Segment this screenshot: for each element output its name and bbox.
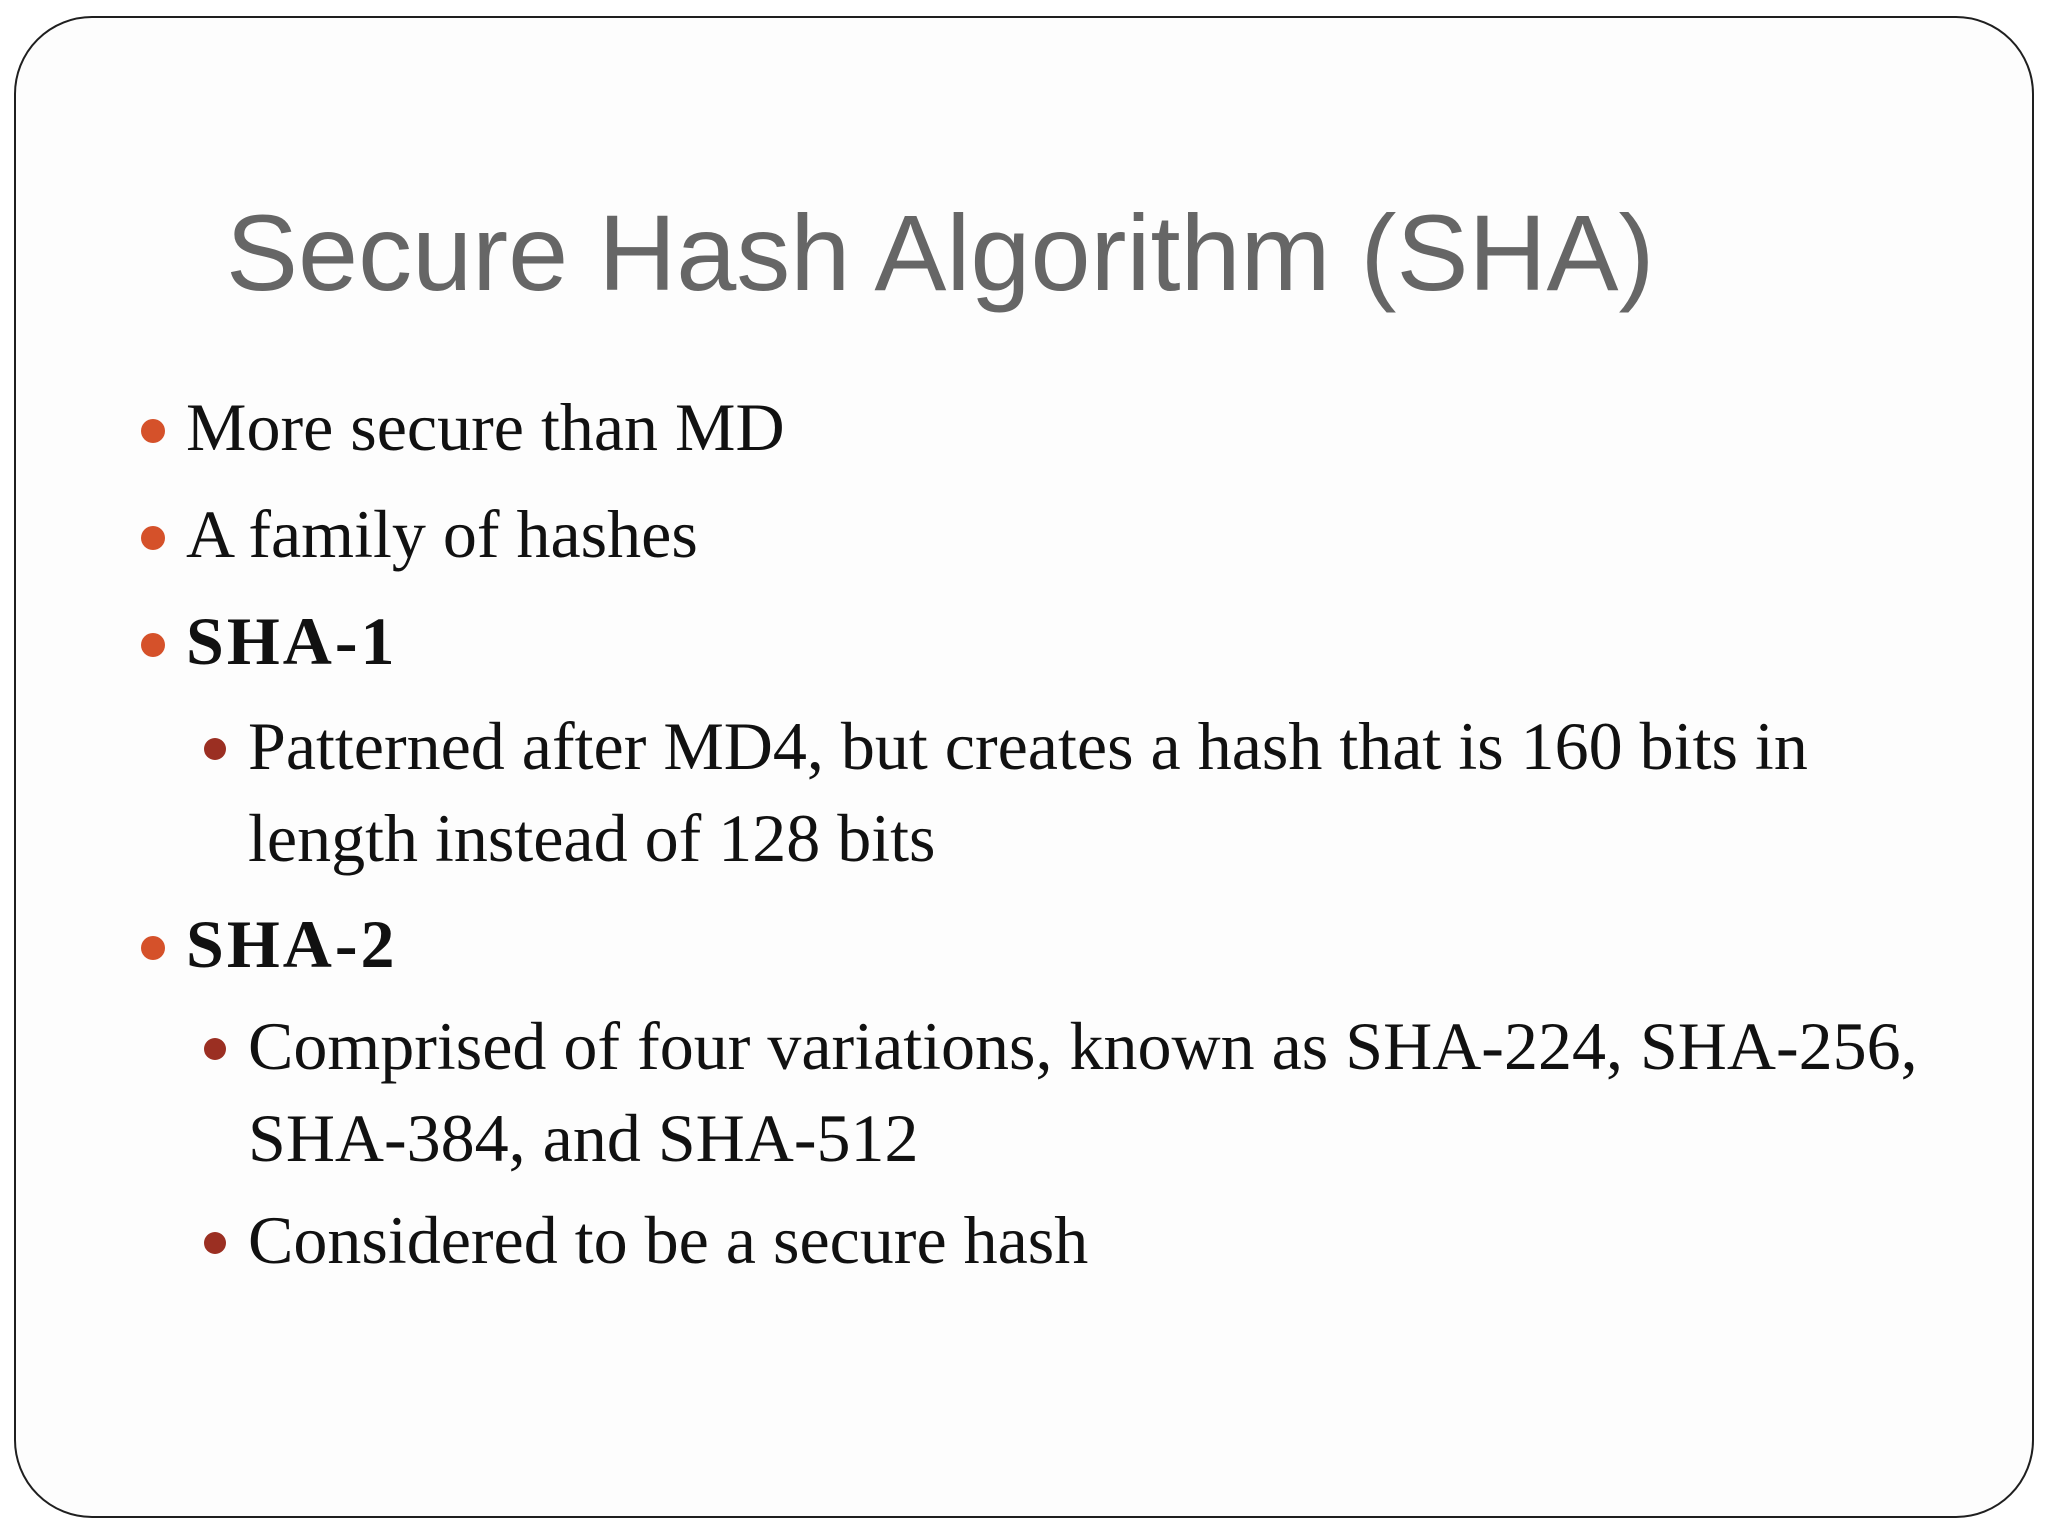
bullet-text: More secure than MD xyxy=(186,389,785,465)
sub-bullet-dot-icon xyxy=(204,1232,226,1254)
bullet-list xyxy=(16,18,2032,1516)
bullet-dot-icon xyxy=(141,419,165,443)
sub-bullet-text: Patterned after MD4, but creates a hash that is 160 bits in length instead of 128 bits xyxy=(248,708,1808,876)
sub-bullet-dot-icon xyxy=(204,738,226,760)
bullet-item xyxy=(186,486,698,582)
bullet-item xyxy=(186,379,785,475)
bullet-text: SHA-2 xyxy=(186,906,398,982)
slide xyxy=(14,16,2034,1518)
sub-bullet-item xyxy=(248,1000,1968,1184)
sub-bullet-item xyxy=(248,1194,1968,1286)
bullet-dot-icon xyxy=(141,633,165,657)
bullet-item xyxy=(186,896,397,992)
sub-bullet-dot-icon xyxy=(204,1038,226,1060)
bullet-dot-icon xyxy=(141,936,165,960)
bullet-text: A family of hashes xyxy=(186,496,698,572)
bullet-dot-icon xyxy=(141,526,165,550)
bullet-text: SHA-1 xyxy=(186,603,398,679)
sub-bullet-text: Comprised of four variations, known as SHA-224, SHA-256, SHA-384, and SHA-512 xyxy=(248,1008,1918,1176)
bullet-item xyxy=(186,593,397,689)
sub-bullet-text: Considered to be a secure hash xyxy=(248,1202,1089,1278)
slide-title: Secure Hash Algorithm (SHA) xyxy=(226,192,1655,313)
sub-bullet-item xyxy=(248,700,1968,884)
